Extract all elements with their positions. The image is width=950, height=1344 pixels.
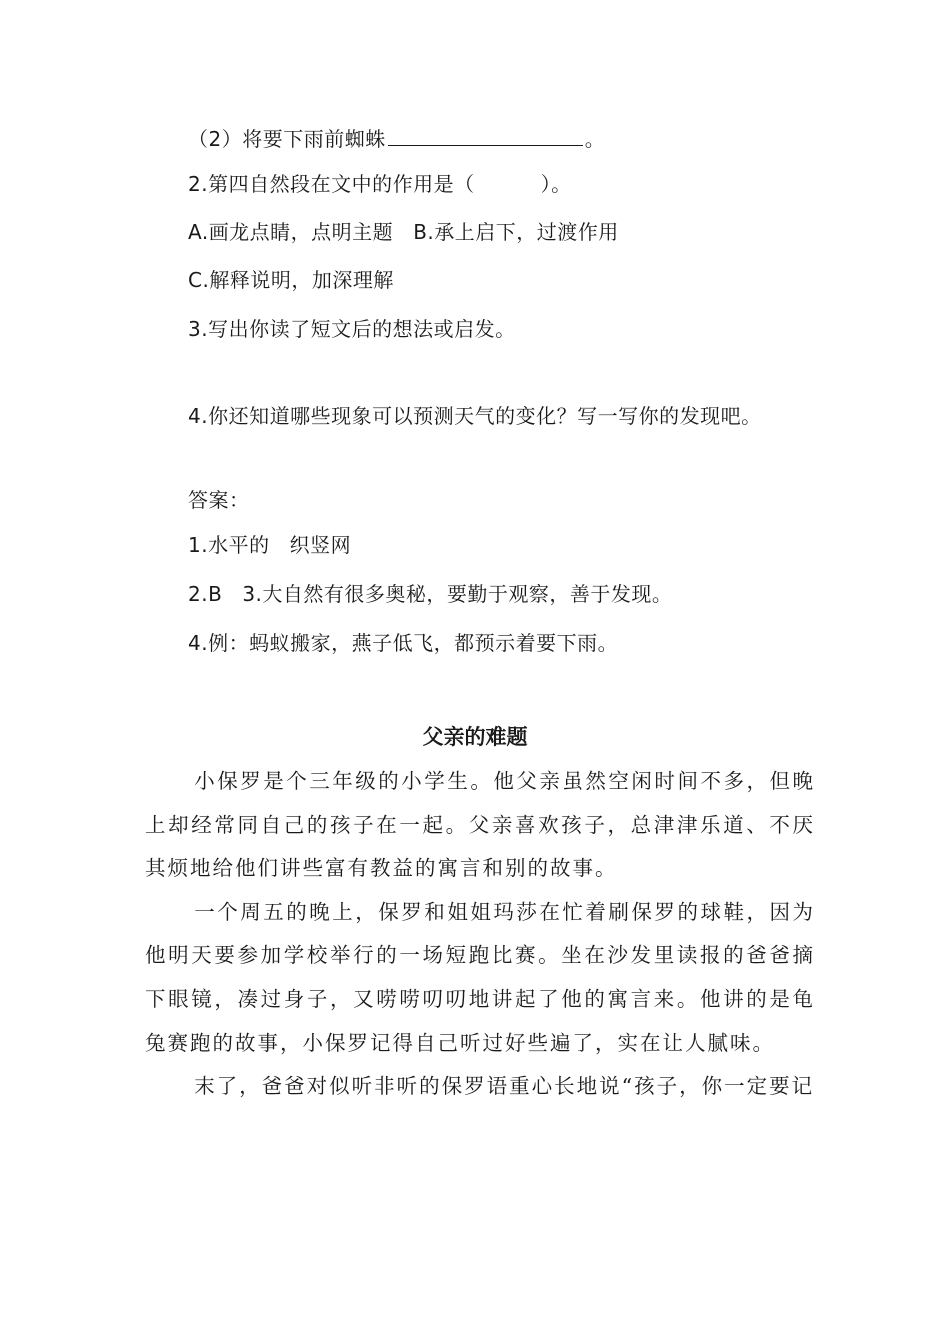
answer-2: 2.B	[188, 582, 223, 606]
story-body	[145, 760, 815, 1109]
answer-blank	[388, 125, 583, 146]
question-1-2-end: 。	[584, 127, 606, 151]
story-paragraph: 一个周五的晚上，保罗和姐姐玛莎在忙着刷保罗的球鞋，因为他明天要参加学校举行的一场短跑比赛。坐在沙发里读报的爸爸摘下眼镜，凑过身子，又唠唠叨叨地讲起了他的寓言来。他讲的是龟兔赛跑的故事，小保罗记得自己听过好些遍了，实在让人腻味。	[145, 899, 815, 1055]
option-a: A.画龙点睛，点明主题	[188, 220, 394, 244]
answers-heading	[188, 486, 250, 514]
answer-4-text: 4.例：蚂蚁搬家，燕子低飞，都预示着要下雨。	[188, 631, 619, 655]
question-4-text: 4.你还知道哪些现象可以预测天气的变化？写一写你的发现吧。	[188, 404, 762, 428]
answer-1-part1: 1.水平的	[188, 533, 270, 557]
question-2	[188, 170, 572, 198]
question-3	[188, 315, 516, 343]
answer-1-part2: 织竖网	[289, 533, 352, 557]
answer-4	[188, 629, 618, 657]
question-2-option-c	[188, 266, 394, 294]
question-2-end: ）。	[540, 172, 572, 196]
story-paragraph: 末了，爸爸对似听非听的保罗语重心长地说“孩子，你一定要记	[194, 1074, 815, 1099]
option-c: C.解释说明，加深理解	[188, 268, 394, 292]
answer-2-3	[188, 580, 672, 608]
option-b: B.承上启下，过渡作用	[413, 220, 619, 244]
story-title: 父亲的难题	[422, 725, 528, 749]
story-paragraph: 小保罗是个三年级的小学生。他父亲虽然空闲时间不多，但晚上却经常同自己的孩子在一起。父亲喜欢孩子，总津津乐道、不厌其烦地给他们讲些富有教益的寓言和别的故事。	[145, 769, 815, 881]
question-2-text: 2.第四自然段在文中的作用是（	[188, 172, 475, 196]
answer-1	[188, 531, 351, 559]
question-1-2	[188, 125, 605, 153]
answers-heading-text: 答案：	[188, 488, 250, 512]
question-3-text: 3.写出你读了短文后的想法或启发。	[188, 317, 516, 341]
question-2-options-ab	[188, 218, 619, 246]
question-4	[188, 402, 762, 430]
answer-3: 3.大自然有很多奥秘，要勤于观察，善于发现。	[242, 582, 673, 606]
question-1-2-text: （2）将要下雨前蜘蛛	[188, 127, 386, 151]
